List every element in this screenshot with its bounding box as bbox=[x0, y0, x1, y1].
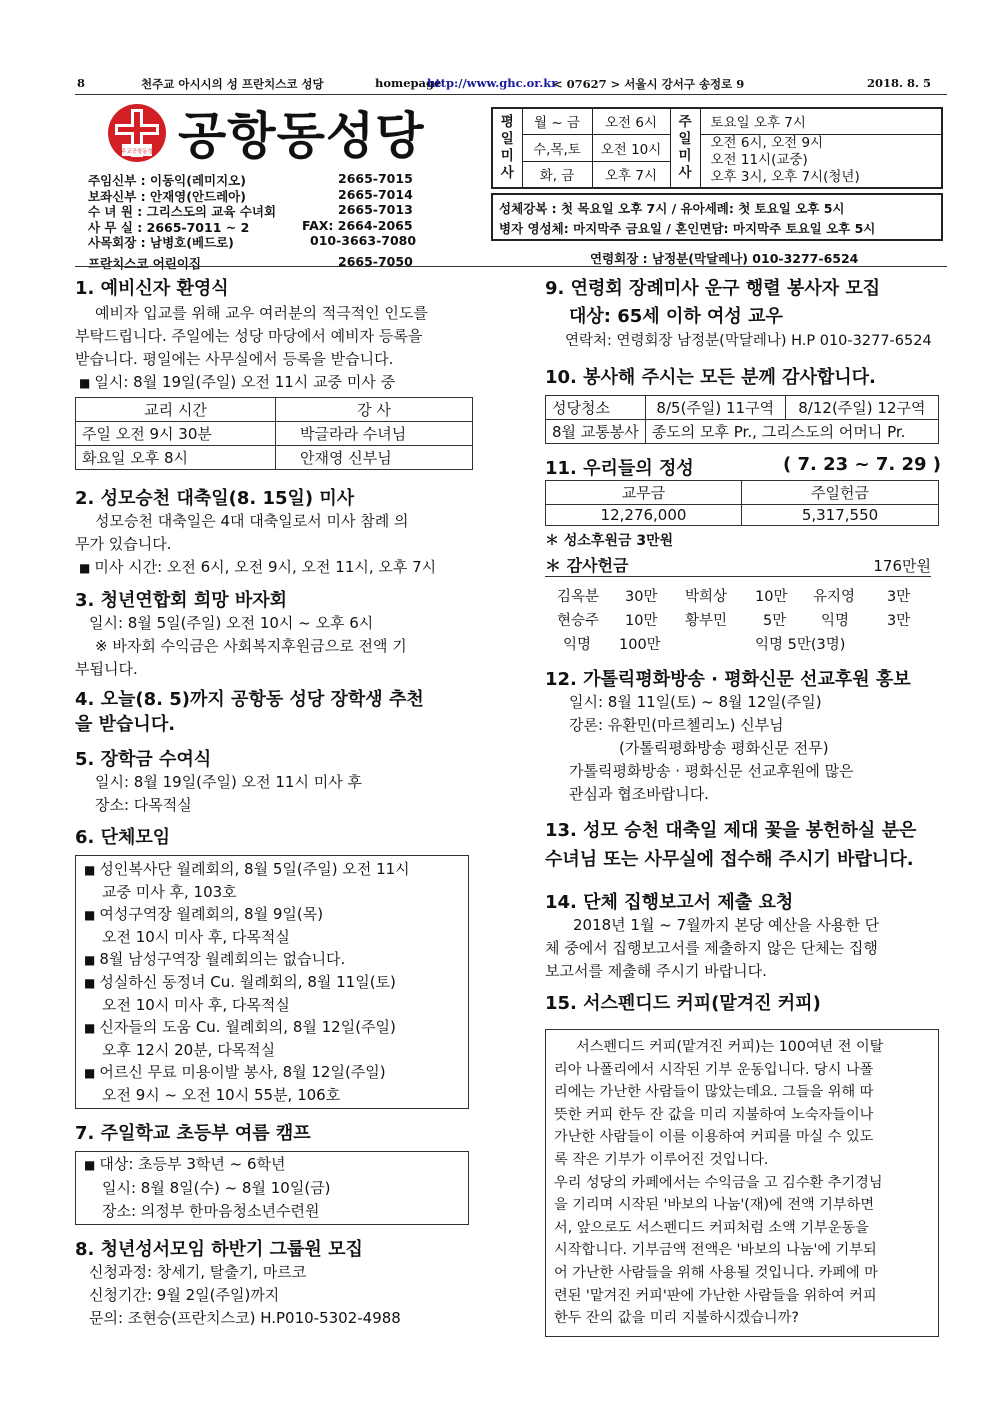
donor-amount: 100만 bbox=[619, 637, 661, 653]
body-line: 을 기리며 시작된 '바보의 나눔'(재)에 전액 기부하면 bbox=[554, 1197, 875, 1214]
table-header: 강 사 bbox=[276, 398, 473, 422]
staff-row bbox=[88, 187, 488, 203]
table-row bbox=[546, 396, 939, 420]
apply-period: 신청기간: 9월 2일(주일)까지 bbox=[89, 1286, 280, 1304]
federation-contact: 연령회장 : 남정분(막달레나) 010-3277-6524 bbox=[590, 251, 859, 266]
meeting-item: ■ 어르신 무료 미용이발 봉사, 8월 12일(주일) bbox=[84, 1061, 462, 1084]
staff-list bbox=[88, 171, 488, 269]
thanks-offering-row bbox=[545, 553, 931, 577]
section-title bbox=[545, 816, 947, 874]
meeting-item: ■ 신자들의 도움 Cu. 월례회의, 8월 12일(주일) bbox=[84, 1016, 462, 1039]
parish-logo bbox=[106, 102, 168, 164]
donor-name: 익명 bbox=[563, 637, 592, 653]
section-title bbox=[75, 687, 473, 737]
donor-name: 익명 bbox=[821, 613, 850, 629]
section-title: 8. 청년성서모임 하반기 그룹원 모집 bbox=[75, 1239, 363, 1260]
table-header: 교무금 bbox=[546, 481, 742, 505]
donor-anonymous: 익명 5만(3명) bbox=[755, 637, 846, 653]
camp-target: ■ 대상: 초등부 3학년 ~ 6학년 bbox=[84, 1153, 462, 1177]
staff-role: 사 무 실 : 2665-7011 ~ 2 bbox=[88, 219, 250, 235]
offering-header bbox=[545, 454, 947, 478]
meeting-item: ■ 여성구역장 월례회의, 8월 9일(목) bbox=[84, 903, 462, 926]
group-meetings-box bbox=[75, 855, 469, 1109]
mass-time: 오전 6시 bbox=[592, 108, 670, 134]
mass-time: 오후 7시 bbox=[592, 161, 670, 188]
section-title: 2. 성모승천 대축일(8. 15일) 미사 bbox=[75, 488, 355, 509]
body-line: 뜻한 커피 한두 잔 값을 미리 지불하여 노숙자들이나 bbox=[554, 1106, 874, 1123]
mass-day: 월 ~ 금 bbox=[522, 108, 592, 134]
header-divider bbox=[75, 266, 947, 267]
donor-amount: 10만 bbox=[625, 613, 658, 629]
title-line: 수녀님 또는 사무실에 접수해 주시기 바랍니다. bbox=[545, 849, 914, 870]
donor-amount: 5만 bbox=[763, 613, 787, 629]
meeting-detail: 오전 9시 ~ 오전 10시 55분, 106호 bbox=[102, 1086, 341, 1104]
event-date: 일시: 8월 11일(토) ~ 8월 12일(주일) bbox=[569, 693, 822, 711]
homepage-label: homepage bbox=[375, 76, 442, 90]
thanks-offering-label: ＊ 감사헌금 bbox=[545, 556, 629, 575]
sacrament-line: 병자 영성체: 마지막주 금요일 / 혼인면담: 마지막주 토요일 오후 5시 bbox=[499, 221, 876, 236]
table-cell: 종도의 모후 Pr., 그리스도의 어머니 Pr. bbox=[645, 420, 938, 444]
section-subtitle: 대상: 65세 이하 여성 교우 bbox=[569, 306, 783, 327]
meeting-detail: 오전 10시 미사 후, 다목적실 bbox=[102, 928, 290, 946]
body-line: 가난한 사람들이 이를 이용하여 커피를 마실 수 있도 bbox=[554, 1129, 874, 1146]
donor-name: 현승주 bbox=[557, 613, 600, 629]
body-line: 어 가난한 사람들을 위해 사용될 것입니다. 카페에 마 bbox=[554, 1264, 878, 1281]
body-line: 무가 있습니다. bbox=[75, 535, 172, 553]
table-row bbox=[546, 420, 939, 444]
sunday-mass-times bbox=[700, 134, 942, 188]
staff-row bbox=[88, 233, 488, 249]
staff-row bbox=[88, 171, 488, 187]
sunday-mass-time: 오전 11시(교중) bbox=[710, 152, 808, 169]
body-line: 받습니다. 평일에는 사무실에서 등록을 받습니다. bbox=[75, 350, 394, 368]
event-date: ■ 일시: 8월 19일(주일) 오전 11시 교중 미사 중 bbox=[75, 371, 473, 395]
catechism-table bbox=[75, 397, 473, 470]
body-line: 체 중에서 집행보고서를 제출하지 않은 단체는 집행 bbox=[545, 939, 878, 957]
staff-row bbox=[88, 218, 488, 234]
staff-fax: FAX: 2664-2065 bbox=[302, 217, 413, 233]
section-title: 7. 주일학교 초등부 여름 캠프 bbox=[75, 1123, 311, 1144]
apply-course: 신청과정: 창세기, 탈출기, 마르코 bbox=[89, 1263, 307, 1281]
table-cell: 8/5(주일) 11구역 bbox=[645, 396, 785, 420]
mass-schedule-table bbox=[491, 107, 943, 189]
staff-role: 수 녀 원 : 그리스도의 교육 수녀회 bbox=[88, 204, 277, 219]
thanks-offering-total: 176만원 bbox=[873, 557, 931, 575]
camp-date: 일시: 8월 8일(수) ~ 8월 10일(금) bbox=[102, 1179, 331, 1197]
section-title: 14. 단체 집행보고서 제출 요청 bbox=[545, 892, 794, 913]
table-cell: 성당청소 bbox=[546, 396, 646, 420]
sacrament-line: 성체강복 : 첫 목요일 오후 7시 / 유아세례: 첫 토요일 오후 5시 bbox=[499, 201, 845, 216]
cross-logo-icon bbox=[106, 102, 168, 164]
suspended-coffee-box bbox=[545, 1029, 939, 1337]
mass-time: 오전 10시 bbox=[592, 134, 670, 161]
table-cell: 화요일 오후 8시 bbox=[76, 446, 276, 470]
meeting-detail: 교중 미사 후, 103호 bbox=[102, 883, 237, 901]
sunday-mass-time: 오후 3시, 오후 7시(청년) bbox=[710, 169, 860, 186]
section-title: 3. 청년연합회 희망 바자회 bbox=[75, 590, 288, 611]
contact-line: 연락처: 연령회장 남정분(막달레나) H.P 010-3277-6524 bbox=[565, 333, 932, 349]
body-line: 보고서를 제출해 주시기 바랍니다. bbox=[545, 962, 767, 980]
meeting-item: ■ 성인복사단 월례회의, 8월 5일(주일) 오전 11시 bbox=[84, 858, 462, 881]
staff-role: 보좌신부 : 안재영(안드레아) bbox=[88, 188, 246, 204]
staff-role: 프란치스코 어린이집 bbox=[88, 255, 202, 271]
table-header: 주일헌금 bbox=[742, 481, 939, 505]
apply-contact: 문의: 조현승(프란치스코) H.P010-5302-4988 bbox=[89, 1309, 401, 1327]
mass-times: ■ 미사 시간: 오전 6시, 오전 9시, 오전 11시, 오후 7시 bbox=[75, 556, 473, 580]
body-line: 시작합니다. 기부금액 전액은 '바보의 나눔'에 기부되 bbox=[554, 1242, 877, 1259]
title-line: 을 받습니다. bbox=[75, 714, 176, 735]
section-title: 9. 연령회 장례미사 운구 행렬 봉사자 모집 bbox=[545, 278, 881, 299]
homily-speaker-title: (가톨릭평화방송 평화신문 전무) bbox=[619, 739, 829, 757]
staff-role: 주임신부 : 이동익(레미지오) bbox=[88, 173, 246, 188]
mass-day: 화, 금 bbox=[522, 161, 592, 188]
sunday-mass-time: 오전 6시, 오전 9시 bbox=[710, 135, 824, 152]
title-line: 4. 오늘(8. 5)까지 공항동 성당 장학생 추천 bbox=[75, 689, 424, 710]
bulletin-title: 공항동성당 bbox=[178, 107, 425, 165]
right-column bbox=[545, 274, 947, 1337]
section-title: 1. 예비신자 환영식 bbox=[75, 278, 229, 299]
body-line: 록 작은 기부가 이루어진 것입니다. bbox=[554, 1151, 769, 1168]
table-row bbox=[76, 422, 473, 446]
section-body bbox=[75, 1261, 473, 1330]
donor-name: 박희상 bbox=[685, 589, 728, 605]
body-line: 예비자 입교를 위해 교우 여러분의 적극적인 인도를 bbox=[95, 304, 428, 322]
staff-row bbox=[88, 202, 488, 218]
staff-phone: 2665-7013 bbox=[338, 202, 413, 217]
staff-phone: 2665-7014 bbox=[338, 186, 413, 202]
camp-place: 장소: 의정부 한마음청소년수련원 bbox=[102, 1202, 320, 1220]
sunday-mass-time: 토요일 오후 7시 bbox=[700, 108, 942, 134]
address: < 07627 > 서울시 강서구 송정로 9 bbox=[553, 77, 745, 91]
body-line: 서, 앞으로도 서스펜디드 커피처럼 소액 기부운동을 bbox=[554, 1219, 869, 1236]
donor-amount: 10만 bbox=[755, 589, 788, 605]
section-body bbox=[75, 771, 473, 817]
meeting-detail: 오전 10시 미사 후, 다목적실 bbox=[102, 996, 290, 1014]
body-line: ※ 바자회 수익금은 사회복지후원금으로 전액 기 bbox=[95, 637, 407, 655]
section-body bbox=[75, 510, 473, 580]
section-body bbox=[75, 612, 473, 681]
sunday-mass-label: 주일미사 bbox=[670, 108, 700, 188]
parish-full-name: 천주교 아시시의 성 프란치스코 성당 bbox=[141, 77, 324, 91]
section-body bbox=[545, 914, 947, 983]
section-title: 10. 봉사해 주시는 모든 분께 감사합니다. bbox=[545, 367, 876, 388]
event-place: 장소: 다목적실 bbox=[95, 796, 192, 814]
table-cell: 8/12(주일) 12구역 bbox=[785, 396, 938, 420]
body-line: 리에는 가난한 사람들이 많았는데요. 그들을 위해 따 bbox=[554, 1084, 874, 1101]
volunteer-table bbox=[545, 395, 939, 444]
donor-name: 김옥분 bbox=[557, 589, 600, 605]
top-header-line bbox=[75, 73, 947, 95]
page-number: 8 bbox=[77, 76, 86, 90]
meeting-item: ■ 성실하신 동정녀 Cu. 월례회의, 8월 11일(토) bbox=[84, 971, 462, 994]
section-title: 6. 단체모임 bbox=[75, 827, 171, 848]
body-line: 서스펜디드 커피(맡겨진 커피)는 100여년 전 이탈 bbox=[576, 1039, 884, 1055]
body-line: 관심과 협조바랍니다. bbox=[569, 785, 709, 803]
section-body bbox=[545, 691, 947, 806]
bulletin-date: 2018. 8. 5 bbox=[867, 76, 932, 90]
table-header: 교리 시간 bbox=[76, 398, 276, 422]
body-line: 리아 나폴리에서 시작된 기부 운동입니다. 당시 나폴 bbox=[554, 1061, 874, 1078]
staff-phone: 2665-7050 bbox=[338, 253, 413, 269]
body-line: 우리 성당의 카페에서는 수익금을 고 김수환 추기경님 bbox=[554, 1174, 883, 1191]
donor-name: 황부민 bbox=[685, 613, 728, 629]
offering-table bbox=[545, 480, 939, 526]
body-line: 성모승천 대축일은 4대 대축일로서 미사 참례 의 bbox=[95, 512, 409, 530]
staff-phone: 2665-7015 bbox=[338, 171, 413, 186]
donor-amount: 3만 bbox=[887, 613, 911, 629]
sacrament-box bbox=[491, 193, 943, 241]
homily-speaker: 강론: 유환민(마르첼리노) 신부님 bbox=[569, 716, 784, 734]
offering-period: ( 7. 23 ~ 7. 29 ) bbox=[783, 454, 941, 475]
meeting-item: ■ 8월 남성구역장 월례회의는 없습니다. bbox=[84, 948, 462, 971]
table-row bbox=[76, 446, 473, 470]
donor-name: 유지영 bbox=[813, 589, 856, 605]
body-line: 부됩니다. bbox=[75, 660, 138, 678]
table-cell: 박글라라 수녀님 bbox=[276, 422, 473, 446]
donor-amount: 3만 bbox=[887, 589, 911, 605]
event-date: 일시: 8월 19일(주일) 오전 11시 미사 후 bbox=[95, 773, 362, 791]
left-column bbox=[75, 274, 473, 1330]
staff-role: 사목회장 : 남병호(베드로) bbox=[88, 235, 234, 250]
body-line: 한두 잔의 값을 미리 지불하시겠습니까? bbox=[554, 1310, 799, 1327]
offering-value: 12,276,000 bbox=[546, 505, 742, 526]
section-title: 11. 우리들의 정성 bbox=[545, 458, 694, 479]
weekday-mass-label: 평일미사 bbox=[492, 108, 522, 188]
body-line: 련된 '맡겨진 커피'판에 가난한 사람들을 위하여 커피 bbox=[554, 1287, 877, 1304]
section-body bbox=[75, 302, 473, 395]
offering-value: 5,317,550 bbox=[742, 505, 939, 526]
body-line: 부탁드립니다. 주일에는 성당 마당에서 예비자 등록을 bbox=[75, 327, 423, 345]
mass-day: 수,목,토 bbox=[522, 134, 592, 161]
donor-list bbox=[545, 581, 947, 657]
table-cell: 주일 오전 9시 30분 bbox=[76, 422, 276, 446]
body-line: 2018년 1월 ~ 7월까지 본당 예산을 사용한 단 bbox=[573, 916, 880, 934]
section-title: 15. 서스펜디드 커피(맡겨진 커피) bbox=[545, 993, 821, 1014]
event-date: 일시: 8월 5일(주일) 오전 10시 ~ 오후 6시 bbox=[89, 614, 374, 632]
table-row bbox=[546, 505, 939, 526]
section-title: 12. 가톨릭평화방송 · 평화신문 선교후원 홍보 bbox=[545, 669, 911, 690]
title-line: 13. 성모 승천 대축일 제대 꽃을 봉헌하실 분은 bbox=[545, 820, 917, 841]
table-cell: 안재영 신부님 bbox=[276, 446, 473, 470]
table-cell: 8월 교통봉사 bbox=[546, 420, 646, 444]
homepage-link[interactable]: http://www.ghc.or.kr bbox=[427, 76, 558, 90]
logo-text: 천주교공항동성당 bbox=[115, 149, 159, 155]
staff-phone: 010-3663-7080 bbox=[310, 233, 417, 248]
body-line: 가톨릭평화방송 · 평화신문 선교후원에 많은 bbox=[569, 762, 854, 780]
meeting-detail: 오후 12시 20분, 다목적실 bbox=[102, 1041, 276, 1059]
vocation-sponsor: ＊ 성소후원금 3만원 bbox=[545, 533, 674, 549]
section-title: 5. 장학금 수여식 bbox=[75, 749, 212, 770]
donor-amount: 30만 bbox=[625, 589, 658, 605]
camp-box bbox=[75, 1151, 469, 1225]
